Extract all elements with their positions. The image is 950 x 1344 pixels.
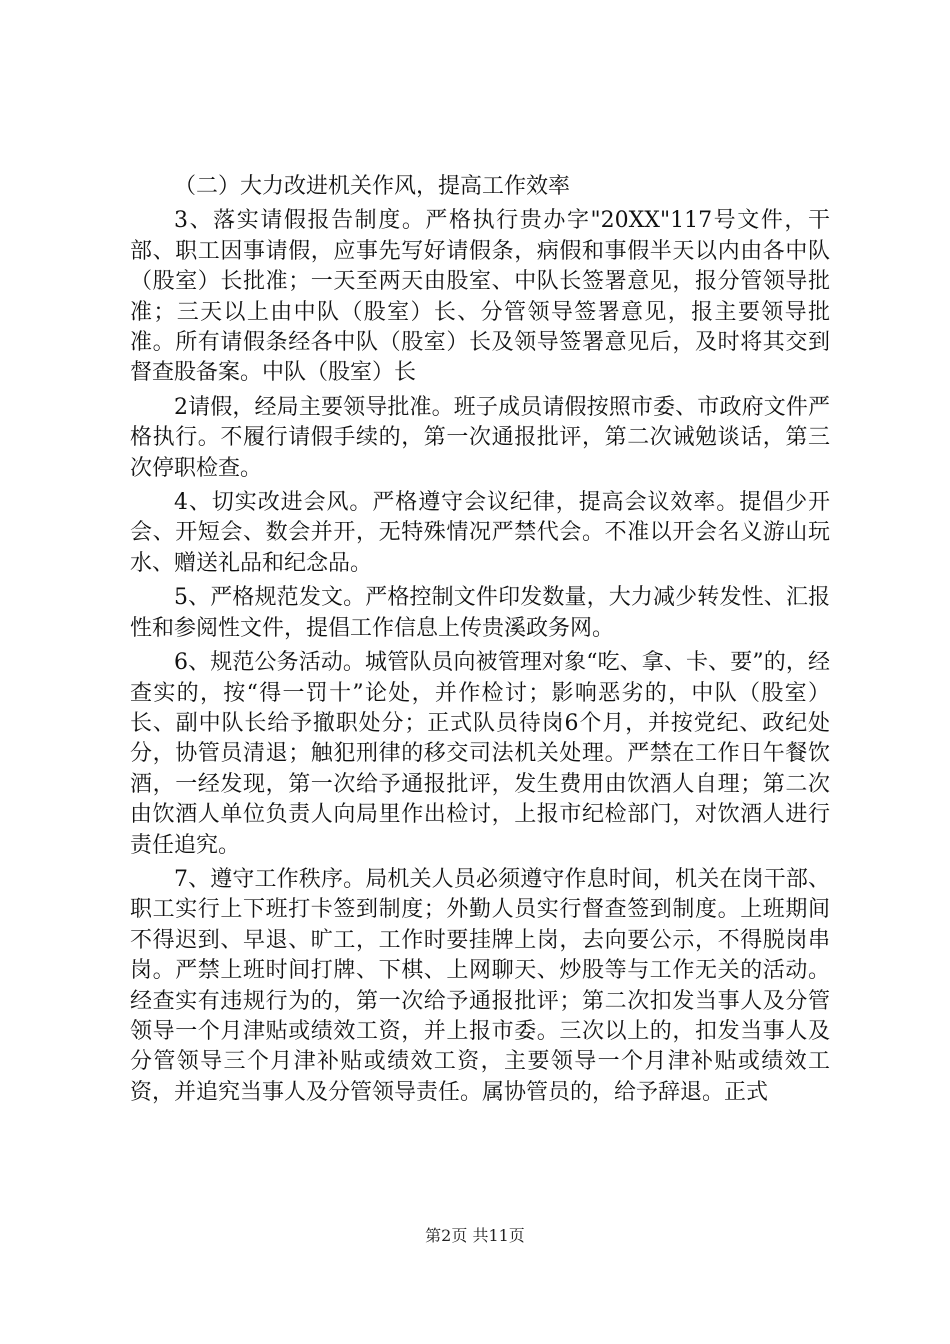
section-heading: （二）大力改进机关作风，提高工作效率 [174,174,571,199]
document-body [130,172,830,1108]
paragraph-official-activities: 6、规范公务活动。城管队员向被管理对象“吃、拿、卡、要”的，经查实的，按“得一罚十”论处，并作检讨；影响恶劣的，中队（股室）长、副中队长给予撤职处分；正式队员待岗6个月，并按党纪、政纪处分，协管员清退；触犯刑律的移交司法机关处理。严禁在工作日午餐饮酒，一经发现，第一次给予通报批评，发生费用由饮酒人自理；第二次由饮酒人单位负责人向局里作出检讨，上报市纪检部门，对饮酒人进行责任追究。 [130,650,830,858]
paragraph-document-issuance: 5、严格规范发文。严格控制文件印发数量，大力减少转发性、汇报性和参阅性文件，提倡工作信息上传贵溪政务网。 [130,585,830,641]
paragraph-meeting-style: 4、切实改进会风。严格遵守会议纪律，提高会议效率。提倡少开会、开短会、数会并开，无特殊情况严禁代会。不准以开会名义游山玩水、赠送礼品和纪念品。 [130,490,830,576]
page-number-footer: 第2页 共11页 [425,1226,525,1245]
paragraph-work-order: 7、遵守工作秩序。局机关人员必须遵守作息时间，机关在岗干部、职工实行上下班打卡签到制度；外勤人员实行督查签到制度。上班期间不得迟到、早退、旷工，工作时要挂牌上岗，去向要公示，不得脱岗串岗。严禁上班时间打牌、下棋、上网聊天、炒股等与工作无关的活动。经查实有违规行为的，第一次给予通报批评；第二次扣发当事人及分管领导一个月津贴或绩效工资，并上报市委。三次以上的，扣发当事人及分管领导三个月津补贴或绩效工资，主要领导一个月津补贴或绩效工资，并追究当事人及分管领导责任。属协管员的，给予辞退。正式 [130,866,830,1105]
paragraph-leave-approval: 2请假，经局主要领导批准。班子成员请假按照市委、市政府文件严格执行。不履行请假手续的，第一次通报批评，第二次诫勉谈话，第三次停职检查。 [130,394,830,481]
paragraph-leave-reporting: 3、落实请假报告制度。严格执行贵办字"20XX"117号文件，干部、职工因事请假，应事先写好请假条，病假和事假半天以内由各中队（股室）长批准；一天至两天由股室、中队长签署意见，报分管领导批准；三天以上由中队（股室）长、分管领导签署意见，报主要领导批准。所有请假条经各中队（股室）长及领导签署意见后，及时将其交到督查股备案。中队（股室）长 [130,208,830,386]
